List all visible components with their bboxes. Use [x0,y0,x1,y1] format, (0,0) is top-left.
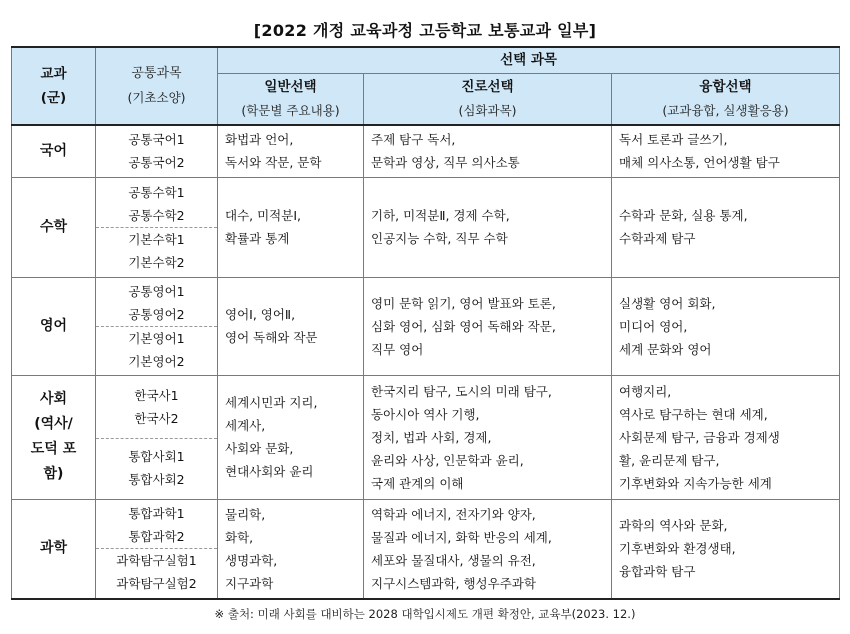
common-cell: 공통수학1 공통수학2 기본수학1 기본수학2 [96,177,218,277]
career-cell: 역학과 에너지, 전자기와 양자, 물질과 에너지, 화학 반응의 세계, 세포와 물질대사, 생물의 유전, 지구시스템과학, 행성우주과학 [364,499,612,599]
source-footnote: ※ 출처: 미래 사회를 대비하는 2028 대학입시제도 개편 확정안, 교육부(2023. 12.) [214,607,636,621]
career-cell: 한국지리 탐구, 도시의 미래 탐구, 동아시아 역사 기행, 정치, 법과 사회, 경제, 윤리와 사상, 인문학과 윤리, 국제 관계의 이해 [364,375,612,499]
career-cell: 영미 문학 읽기, 영어 발표와 토론, 심화 영어, 심화 영어 독해와 작문, 직무 영어 [364,277,612,375]
common-cell: 한국사1 한국사2 통합사회1 통합사회2 [96,375,218,499]
subject-cell: 사회 (역사/ 도덕 포 함) [12,375,96,499]
header-career: 진로선택 (심화과목) [364,73,612,125]
career-cell: 주제 탐구 독서, 문학과 영상, 직무 의사소통 [364,125,612,177]
page-title: [2022 개정 교육과정 고등학교 보통교과 일부] [253,21,597,40]
header-subject: 교과 (군) [12,47,96,125]
subject-cell: 국어 [12,125,96,177]
fusion-cell: 독서 토론과 글쓰기, 매체 의사소통, 언어생활 탐구 [612,125,840,177]
table-row [12,499,840,599]
common-cell: 공통영어1 공통영어2 기본영어1 기본영어2 [96,277,218,375]
common-cell: 통합과학1 통합과학2 과학탐구실험1 과학탐구실험2 [96,499,218,599]
header-general: 일반선택 (학문별 주요내용) [218,73,364,125]
table-row [12,277,840,375]
career-cell: 기하, 미적분Ⅱ, 경제 수학, 인공지능 수학, 직무 수학 [364,177,612,277]
general-cell: 대수, 미적분Ⅰ, 확률과 통계 [218,177,364,277]
fusion-cell: 여행지리, 역사로 탐구하는 현대 세계, 사회문제 탐구, 금융과 경제생 활, 윤리문제 탐구, 기후변화와 지속가능한 세계 [612,375,840,499]
subject-cell: 수학 [12,177,96,277]
subject-cell: 과학 [12,499,96,599]
table-row [12,177,840,277]
fusion-cell: 실생활 영어 회화, 미디어 영어, 세계 문화와 영어 [612,277,840,375]
curriculum-table [11,46,840,600]
general-cell: 세계시민과 지리, 세계사, 사회와 문화, 현대사회와 윤리 [218,375,364,499]
general-cell: 화법과 언어, 독서와 작문, 문학 [218,125,364,177]
header-common: 공통과목 (기초소양) [96,47,218,125]
table-row [12,125,840,177]
general-cell: 영어Ⅰ, 영어Ⅱ, 영어 독해와 작문 [218,277,364,375]
subject-cell: 영어 [12,277,96,375]
fusion-cell: 수학과 문화, 실용 통계, 수학과제 탐구 [612,177,840,277]
header-fusion: 융합선택 (교과융합, 실생활응용) [612,73,840,125]
fusion-cell: 과학의 역사와 문화, 기후변화와 환경생태, 융합과학 탐구 [612,499,840,599]
general-cell: 물리학, 화학, 생명과학, 지구과학 [218,499,364,599]
table-row [12,375,840,499]
header-elective-group: 선택 과목 [218,47,840,73]
common-cell: 공통국어1 공통국어2 [96,125,218,177]
